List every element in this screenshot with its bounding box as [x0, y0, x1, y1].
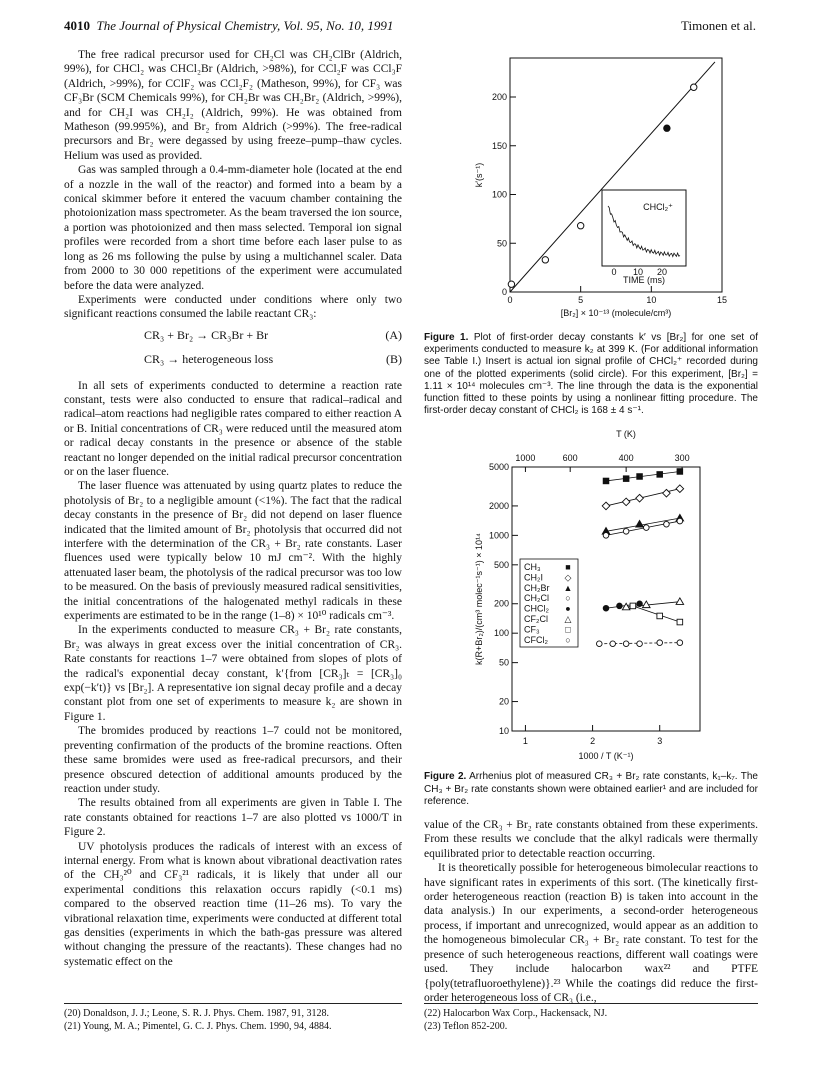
- equation-b-label: (B): [386, 352, 402, 367]
- y-tick-label: 50: [498, 658, 509, 669]
- page-header: [64, 18, 756, 40]
- inset-label: CHCl₂⁺: [643, 202, 673, 212]
- page-number: 4010: [64, 18, 90, 33]
- data-point: [657, 472, 663, 478]
- data-point: [676, 598, 684, 605]
- inset-tick-label: 10: [632, 267, 644, 277]
- inset-x-label: TIME (ms): [623, 275, 665, 285]
- paragraph: Gas was sampled through a 0.4-mm-diameter hole (located at the end of a nozzle in the wall of the reactor) and formed into a beam by a conical skimmer before it entered the vacuum chamber containing the photoionization mass spectrometer. As the beam traversed the ion source, a portion was photoionized and then mass selected. Temporal ion signal profiles were recorded from a short time before each laser pulse to as long as 26 ms following the pulse by using a multichannel scaler. Data from 2000 to 30 000 repetitions of the experiment were accumulated before the data were analyzed.: [64, 164, 402, 292]
- top-tick-label: 1000: [515, 453, 536, 464]
- y-tick-label: 100: [493, 628, 509, 639]
- paragraph: The results obtained from all experiments are given in Table I. The rate constants obtained for reactions 1–7 are also plotted vs 1000/T in Figure 2.: [64, 797, 402, 839]
- data-point: [657, 640, 663, 646]
- paragraph: In the experiments conducted to measure CR₃ + Br₂ rate constants, Br₂ was always in great excess over the initial concentration of CR₃. Rate constants for reactions 1–7 were obtained from slopes of plots of the radical's exponential decay constant, k′{from [CR₃]ₜ = [CR₃]₀ exp(−k′t)} vs [Br₂]. A representative ion signal decay profile and a decay constant plot from one set of experiments to measure k₂ are shown in Figure 1.: [64, 624, 402, 723]
- paragraph: In all sets of experiments conducted to determine a reaction rate constant, tests were also conducted to ensure that radical–radical and radical–atom reactions had negligible rates compared to either reaction A or B. Initial concentrations of CR₃ were reduced until the measured atom or radical decay constants in the presence or absence of the stable reactant no longer depended on the initial radical precursor concentration or on the laser fluence.: [64, 379, 402, 478]
- y-tick-label: 150: [491, 140, 507, 151]
- data-point: [542, 257, 548, 263]
- footnotes-left: [64, 1003, 402, 1034]
- data-point: [657, 614, 663, 620]
- figure-1-label: Figure 1.: [424, 332, 469, 343]
- y-tick-label: 10: [498, 726, 509, 737]
- y-tick-label: 5000: [488, 462, 509, 473]
- data-point: [676, 485, 684, 493]
- paragraph: The free radical precursor used for CH₂Cl was CH₂ClBr (Aldrich, 99%), for CHCl₂ was CHCl₂Br (Aldrich, >98%), for CCl₂F was CCl₃F (Aldrich, >99%), for CClF₂ was CCl₂F₂ (Matheson, 99%), for CF₃ was CF₃Br (SCM Chemicals 99%), for CH₂Br was CH₂Br₂ (Aldrich, >99%), and for CH₂I was CH₂I₂ (Aldrich, 99%). He was obtained from Matheson (99.995%), and Br₂ from Aldrich (>99%). The free-radical precursors and Br₂ were degassed by using freeze–pump–thaw cycles. Helium was used as provided.: [64, 49, 402, 162]
- data-point: [642, 601, 650, 608]
- data-point: [664, 125, 670, 131]
- x-tick-label: 2: [590, 736, 596, 747]
- data-point: [602, 503, 610, 511]
- top-axis-label: T (K): [616, 429, 636, 440]
- data-point: [630, 604, 636, 610]
- running-author: Timonen et al.: [681, 18, 756, 33]
- figure-1: [424, 48, 758, 417]
- equation-a-text: CR₃ + Br₂ → CR₃Br + Br: [144, 327, 269, 342]
- figure-1-chart: [424, 48, 758, 328]
- data-point: [623, 641, 629, 647]
- data-point: [508, 281, 514, 287]
- figure-2-caption-text: Arrhenius plot of measured CR₃ + Br₂ rate constants, k₁–k₇. The CH₃ + Br₂ rate constants shown were obtained earlier¹ and are included for reference.: [424, 771, 758, 807]
- series-line: [606, 472, 680, 481]
- y-tick-label: 1000: [488, 530, 509, 541]
- data-point: [603, 533, 609, 539]
- y-tick-label: 50: [496, 238, 507, 249]
- legend-entry-symbol: ○: [565, 593, 571, 604]
- journal-title: The Journal of Physical Chemistry, Vol. 95, No. 10, 1991: [96, 18, 394, 33]
- x-axis-label: 1000 / T (K⁻¹): [578, 751, 634, 762]
- legend-entry-name: CH₂I: [524, 572, 543, 583]
- legend-entry-name: CFCl₂: [524, 635, 548, 646]
- y-tick-label: 200: [491, 92, 507, 102]
- footnote: (22) Halocarbon Wax Corp., Hackensack, NJ.: [424, 1008, 608, 1019]
- legend-entry-symbol: ■: [565, 562, 571, 573]
- footnotes-right: [424, 1003, 758, 1034]
- top-tick-label: 600: [562, 453, 578, 464]
- legend-entry-name: CF₃: [524, 624, 540, 635]
- x-axis-label: [Br₂] × 10⁻¹³ (molecule/cm³): [560, 308, 672, 318]
- legend-entry-name: CHCl₂: [524, 604, 549, 615]
- equation-a: [124, 328, 402, 342]
- legend-entry-name: CF₂Cl: [524, 614, 548, 625]
- paragraph: The bromides produced by reactions 1–7 could not be monitored, preventing confirmation of the products of the bromine reactions. Often these same bromides were used as free-radical precursors, and their presence obscured detection of additional amounts produced by the reaction under study.: [64, 725, 402, 795]
- y-axis-label: k(R+Br₂)/(cm³ molec⁻¹s⁻¹) × 10¹⁴: [474, 533, 484, 666]
- legend-entry-name: CH₂Br: [524, 583, 550, 594]
- data-point: [603, 606, 609, 612]
- x-tick-label: 0: [507, 295, 513, 305]
- data-point: [603, 479, 609, 485]
- footnote-rule: [424, 1003, 758, 1004]
- figure-2-caption: [424, 771, 758, 808]
- legend-entry-name: CH₂Cl: [524, 593, 549, 604]
- legend-entry-symbol: △: [564, 614, 572, 625]
- y-tick-label: 500: [493, 560, 509, 571]
- y-axis-label: k′(s⁻¹): [474, 162, 484, 188]
- figure-1-caption: [424, 332, 758, 417]
- data-point: [636, 521, 644, 528]
- footnote: (21) Young, M. A.; Pimentel, G. C. J. Phys. Chem. 1990, 94, 4884.: [64, 1021, 332, 1032]
- top-tick-label: 300: [674, 453, 690, 464]
- x-tick-label: 10: [646, 295, 657, 305]
- x-tick-label: 3: [657, 736, 663, 747]
- x-tick-label: 15: [716, 295, 728, 305]
- y-tick-label: 200: [493, 599, 509, 610]
- equation-b: [124, 352, 402, 366]
- series: [603, 519, 682, 539]
- data-point: [637, 641, 643, 647]
- y-tick-label: 20: [498, 696, 509, 707]
- paragraph: UV photolysis produces the radicals of interest with an excess of internal energy. From what is known about vibrational deactivation rates of the CH₃²⁰ and CF₃²¹ radicals, it is likely that under all our experimental conditions this relaxation occurs rapidly (<0.1 ms) compared to the observed reaction time (11–26 ms). To vary the vibrational relaxation time, experiments were conducted at different total gas densities (experiments in which the bath-gas pressure was altered without changing the pressure of the reactants). These changes had no systematic effect on the: [64, 840, 402, 968]
- figure-2: [424, 427, 758, 808]
- data-point: [643, 525, 649, 531]
- data-point: [577, 223, 583, 229]
- data-point: [610, 641, 616, 647]
- top-tick-label: 400: [618, 453, 634, 464]
- legend-entry-symbol: ▲: [563, 583, 573, 594]
- legend-entry-symbol: □: [565, 624, 571, 635]
- data-point: [677, 469, 683, 475]
- y-tick-label: 0: [501, 287, 507, 297]
- series: [602, 515, 683, 535]
- paragraph: It is theoretically possible for heterogeneous bimolecular reactions to have significant rates in experiments of this sort. (The kinetically first-order heterogeneous reaction (reaction B) is taken into account in the data analysis.) In our experiments, a second-order heterogeneous process, if important and unrecognized, would appear as an addition to the homogeneous bimolecular CR₃ + Br₂ rate constant. To test for the presence of such heterogeneous reactions, different wall coatings were used. They include halocarbon wax²² and PTFE {poly(tetrafluoroethylene)}.²³ While the coatings did reduce the first-order heterogeneous loss of CR₃ (i.e.,: [424, 862, 758, 1004]
- figure-2-chart: [424, 427, 758, 767]
- inset-tick-label: 20: [656, 267, 668, 277]
- footnote: (20) Donaldson, J. J.; Leone, S. R. J. Phys. Chem. 1987, 91, 3128.: [64, 1008, 329, 1019]
- paragraph: value of the CR₃ + Br₂ rate constants obtained from these experiments. From these results we conclude that the alkyl radicals were thermally equilibrated prior to detectable reaction occurring.: [424, 819, 758, 860]
- equation-b-text: CR₃ → heterogeneous loss: [144, 352, 274, 367]
- figure-1-caption-text: Plot of first-order decay constants k′ vs [Br₂] for one set of experiments conducted to measure k₂ at 399 K. (For additional information see Table I.) Insert is actual ion signal profile of CHCl₂⁺ recorded during one of the plotted experiments (solid circle). For this experiment, [Br₂] = 1.11 × 10¹⁴ molecules cm⁻³. The line through the data is the exponential function fitted to these points by using a nonlinear fitting procedure. The first-order decay constant of CHCl₂ is 168 ± 4 s⁻¹.: [424, 332, 758, 417]
- data-point: [636, 495, 644, 503]
- paragraph: The laser fluence was attenuated by using quartz plates to reduce the photolysis of Br₂ to a negligible amount (<1%). The fact that the radical decay constants in the presence of Br₂ did not depend on laser fluence indicated that the limited amount of Br₂ photolysis that occurred did not interfere with the determination of the CR₃ + Br₂ rate constants. Laser fluences used were typically below 10 mJ cm⁻². With the highly attenuated laser beam, the photolysis of the radical precursor was too low to be measured. On the basis of previously measured radical sensitivities, the initial concentrations of the halogenated methyl radicals in these experiments are estimated to be in the range (1–8) × 10¹⁰ radicals cm⁻³.: [64, 480, 402, 623]
- legend-entry-symbol: ●: [565, 604, 571, 615]
- series: [596, 640, 682, 647]
- x-tick-label: 1: [522, 736, 528, 747]
- footnote: (23) Teflon 852-200.: [424, 1021, 508, 1032]
- series: [602, 485, 683, 510]
- legend-entry-symbol: ○: [565, 635, 571, 646]
- data-point: [663, 490, 671, 498]
- data-point: [623, 529, 629, 535]
- data-point: [637, 474, 643, 480]
- legend-entry-name: CH₃: [524, 562, 541, 573]
- left-column: [64, 48, 402, 969]
- equation-a-label: (A): [385, 327, 402, 342]
- y-tick-label: 2000: [488, 501, 509, 512]
- journal-header: [64, 18, 393, 34]
- data-point: [596, 641, 602, 647]
- right-column: [424, 48, 758, 1005]
- data-point: [677, 519, 683, 525]
- legend-entry-symbol: ◇: [564, 572, 572, 583]
- data-point: [622, 498, 630, 506]
- series-line: [633, 606, 680, 622]
- series: [603, 469, 682, 484]
- figure-2-label: Figure 2.: [424, 771, 467, 783]
- x-tick-label: 5: [578, 295, 584, 305]
- y-tick-label: 100: [491, 189, 507, 200]
- data-point: [664, 522, 670, 528]
- data-point: [677, 620, 683, 626]
- inset-tick-label: 0: [611, 267, 617, 277]
- paragraph: Experiments were conducted under conditions where only two significant reactions consumed the labile reactant CR₃:: [64, 293, 402, 321]
- data-point: [617, 604, 623, 610]
- data-point: [623, 476, 629, 482]
- footnote-rule: [64, 1003, 402, 1004]
- data-point: [691, 84, 697, 90]
- data-point: [677, 640, 683, 646]
